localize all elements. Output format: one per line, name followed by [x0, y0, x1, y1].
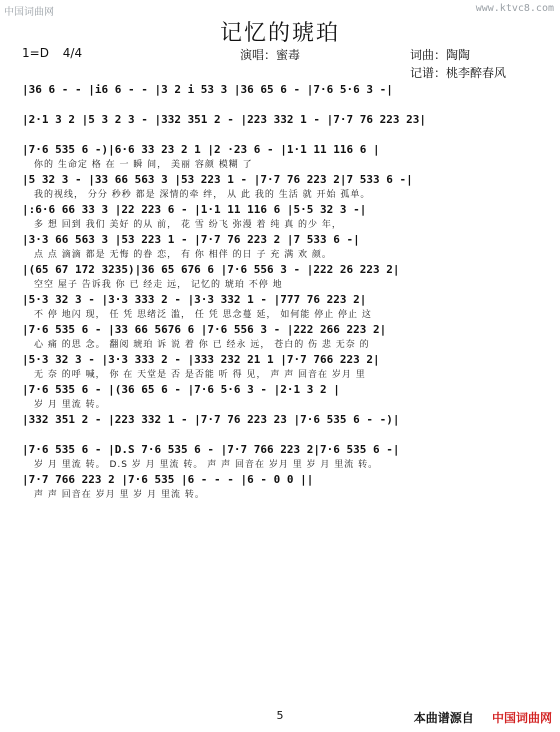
lyric-line: 不 停 地闪 现， 任 凭 思绪泛 滥， 任 凭 思念蔓 延， 如何能 停止 停止 这 — [34, 310, 372, 320]
notation-line: |2·1 3 2 |5 3 2 3 - |332 351 2 - |223 332 1 - |7·7 76 223 23| — [22, 113, 426, 126]
score-row — [22, 172, 542, 202]
page-number: 5 — [276, 709, 284, 722]
notation-line: |5·3 32 3 - |3·3 333 2 - |333 232 21 1 |7·7 766 223 2| — [22, 353, 380, 366]
score-row — [22, 142, 542, 172]
lyricist-credit: 词曲：陶陶 — [410, 48, 471, 62]
singer-credit: 演唱：蜜毒 — [240, 48, 301, 62]
lyric-line: 无 奈 的呼 喊， 你 在 天堂是 否 是否能 听 得 见， 声 声 回音在 岁月 里 — [34, 370, 366, 380]
score-row — [22, 322, 542, 352]
lyric-line — [22, 428, 542, 442]
lyric-line: 点 点 滴滴 都是 无悔 的眷 恋， 有 你 相伴 的日 子 充 满 欢 颜。 — [34, 250, 332, 260]
lyric-line: 空空 屋子 告诉我 你 已 经走 远， 记忆的 琥珀 不停 地 — [34, 280, 283, 290]
key-signature — [22, 46, 82, 60]
notation-line: |7·6 535 6 - |33 66 5676 6 |7·6 556 3 - |222 266 223 2| — [22, 323, 387, 336]
notation-line: |5·3 32 3 - |3·3 333 2 - |3·3 332 1 - |777 76 223 2| — [22, 293, 367, 306]
notation-line: |36 6 - - |i6 6 - - |3 2 i 53 3 |36 65 6 - |7·6 5·6 3 -| — [22, 83, 393, 96]
score-row — [22, 442, 542, 472]
score-row — [22, 82, 542, 112]
lyric-line: 你的 生命定 格 在 一 瞬 间， 美丽 容颜 模糊 了 — [34, 160, 253, 170]
lyric-line — [22, 128, 542, 142]
notation-line: |7·6 535 6 - |(36 65 6 - |7·6 5·6 3 - |2·1 3 2 | — [22, 383, 340, 396]
lyric-line: 心 痛 的思 念。 翻阅 琥珀 诉 说 着 你 已 经永 远， 苍白的 伤 悲 无奈 的 — [34, 340, 370, 350]
key-label: 1=D — [22, 46, 49, 60]
score-row — [22, 262, 542, 292]
watermark-right: www.ktvc8.com — [475, 3, 554, 14]
footer-site-link[interactable]: 中国词曲网 — [491, 711, 552, 725]
lyric-line — [22, 98, 542, 112]
lyric-line: 岁 月 里流 转。 — [34, 400, 106, 410]
watermark-left: 中国词曲网 — [4, 7, 54, 18]
notation-line: |7·6 535 6 - |D.S 7·6 535 6 - |7·7 766 223 2|7·6 535 6 -| — [22, 443, 400, 456]
time-signature: 4/4 — [62, 46, 83, 60]
score-row — [22, 352, 542, 382]
score-row — [22, 412, 542, 442]
notation-line: |7·6 535 6 -)|6·6 33 23 2 1 |2 ·23 6 - |1·1 11 116 6 | — [22, 143, 380, 156]
score-row — [22, 112, 542, 142]
score — [22, 82, 542, 502]
notation-line: |7·7 766 223 2 |7·6 535 |6 - - - |6 - 0 0 || — [22, 473, 314, 486]
notation-line: |332 351 2 - |223 332 1 - |7·7 76 223 23 |7·6 535 6 - -)| — [22, 413, 400, 426]
lyric-line: 多 想 回到 我们 美好 的从 前， 花 雪 纷飞 弥漫 着 纯 真 的少 年， — [34, 220, 342, 230]
notation-line: |5 32 3 - |33 66 563 3 |53 223 1 - |7·7 76 223 2|7 533 6 -| — [22, 173, 413, 186]
lyric-line: 我的视线， 分分 秒秒 都是 深情的牵 绊， 从 此 我的 生活 就 开始 孤单。 — [34, 190, 371, 200]
score-row — [22, 382, 542, 412]
score-row — [22, 292, 542, 322]
score-row — [22, 232, 542, 262]
lyric-line: 岁 月 里流 转。 D.S 岁 月 里流 转。 声 声 回音在 岁月 里 岁 月 里流 转。 — [34, 460, 379, 470]
transcriber-credit: 记谱：桃李醉春风 — [410, 66, 507, 80]
score-row — [22, 202, 542, 232]
notation-line: |(65 67 172 3235)|36 65 676 6 |7·6 556 3 - |222 26 223 2| — [22, 263, 400, 276]
footer-source-text: 本曲谱源自 — [413, 711, 474, 725]
score-row — [22, 472, 542, 502]
lyric-line: 声 声 回音在 岁月 里 岁 月 里流 转。 — [34, 490, 205, 500]
notation-line: |:6·6 66 33 3 |22 223 6 - |1·1 11 116 6 |5·5 32 3 -| — [22, 203, 367, 216]
footer — [414, 709, 552, 726]
notation-line: |3·3 66 563 3 |53 223 1 - |7·7 76 223 2 |7 533 6 -| — [22, 233, 360, 246]
song-title: 记忆的琥珀 — [219, 21, 340, 46]
